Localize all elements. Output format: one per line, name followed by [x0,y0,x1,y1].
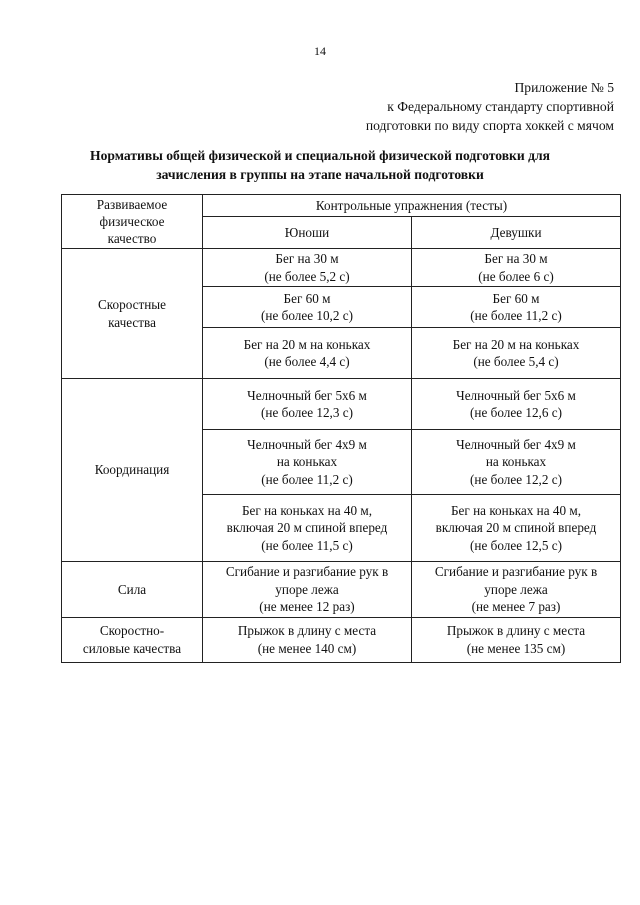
cell-line: упоре лежа [275,581,339,597]
girls-cell [412,379,621,430]
quality-coordination [62,379,203,562]
cell-line: Бег на коньках на 40 м, [241,502,373,518]
cell-line: Бег 60 м [283,290,331,306]
girls-cell [412,562,621,618]
header-quality [62,195,203,249]
cell-line: Челночный бег 5х6 м [456,387,576,403]
header-tests: Контрольные упражнения (тесты) [203,195,621,217]
cell-line: Прыжок в длину с места [446,623,586,638]
cell-line: Прыжок в длину с места [237,623,377,638]
cell-line: (не более 10,2 с) [261,308,353,323]
standards-table [61,194,621,663]
cell-line: Бег на 20 м на коньках [243,336,371,352]
cell-line: Сгибание и разгибание рук в [225,564,389,579]
girls-cell [412,249,621,287]
header-boys: Юноши [203,216,412,248]
cell-line: включая 20 м спиной вперед [226,520,388,536]
appendix-line: подготовки по виду спорта хоккей с мячом [365,118,614,133]
cell-line: (не менее 135 см) [466,640,566,656]
cell-line: (не более 11,2 с) [470,308,562,323]
cell-line: на коньках [276,454,338,470]
quality-line: Координация [94,462,170,478]
cell-line: (не более 5,2 с) [264,268,350,284]
header-quality-line: качество [107,231,157,246]
quality-strength [62,562,203,618]
appendix-reference [366,78,614,135]
document-title [40,146,600,184]
cell-line: (не более 12,2 с) [470,471,562,487]
cell-line: на коньках [485,454,547,470]
quality-line: силовые качества [82,640,182,656]
cell-line: (не менее 12 раз) [259,599,355,614]
cell-line: (не менее 7 раз) [471,599,561,614]
boys-cell [203,249,412,287]
quality-line: Скоростные [97,297,167,312]
cell-line: (не более 11,2 с) [261,471,353,487]
appendix-line: Приложение № 5 [514,80,614,95]
cell-line: Бег на коньках на 40 м, [450,502,582,518]
boys-cell [203,430,412,495]
title-line: Нормативы общей физической и специальной физической подготовки для [90,148,550,163]
header-quality-line: физическое [99,214,165,229]
cell-line: Бег 60 м [492,290,540,306]
cell-line: (не более 11,5 с) [261,537,353,553]
girls-cell [412,287,621,328]
cell-line: (не более 6 с) [478,268,554,284]
cell-line: (не более 4,4 с) [264,354,350,369]
cell-line: (не более 12,6 с) [470,405,562,420]
title-line: зачисления в группы на этапе начальной подготовки [156,167,484,182]
table-row [62,562,621,618]
cell-line: Бег на 20 м на коньках [452,336,580,352]
cell-line: упоре лежа [484,581,548,597]
table-row [62,249,621,287]
cell-line: Челночный бег 5х6 м [247,387,367,403]
page-number: 14 [314,44,326,58]
girls-cell [412,617,621,662]
boys-cell [203,562,412,618]
cell-line: (не менее 140 см) [257,640,357,656]
boys-cell [203,328,412,379]
header-girls: Девушки [412,216,621,248]
cell-line: включая 20 м спиной вперед [435,520,597,536]
cell-line: Челночный бег 4х9 м [247,436,367,452]
quality-speed [62,249,203,379]
boys-cell [203,379,412,430]
girls-cell [412,495,621,562]
cell-line: Бег на 30 м [484,251,548,266]
cell-line: Челночный бег 4х9 м [456,436,576,452]
quality-line: Скоростно- [99,623,165,638]
header-quality-line: Развиваемое [96,197,168,212]
appendix-line: к Федеральному стандарту спортивной [387,99,614,114]
cell-line: (не более 5,4 с) [473,354,559,369]
cell-line: Бег на 30 м [275,251,339,266]
table-row [62,379,621,430]
boys-cell [203,495,412,562]
girls-cell [412,430,621,495]
quality-line: качества [108,314,156,330]
boys-cell [203,287,412,328]
girls-cell [412,328,621,379]
boys-cell [203,617,412,662]
quality-speed-strength [62,617,203,662]
cell-line: Сгибание и разгибание рук в [434,564,598,579]
table-row [62,617,621,662]
quality-line: Сила [117,581,147,597]
cell-line: (не более 12,3 с) [261,405,353,420]
cell-line: (не более 12,5 с) [470,537,562,553]
